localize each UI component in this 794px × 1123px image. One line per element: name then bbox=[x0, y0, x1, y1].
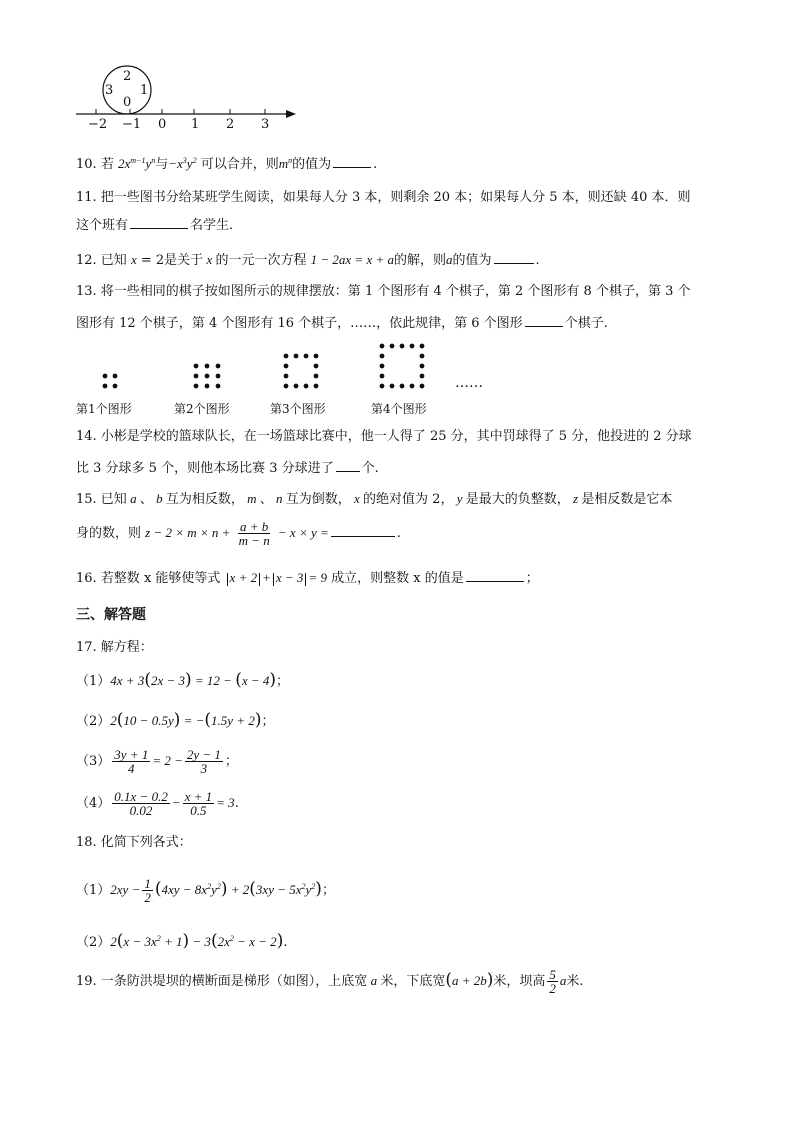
q15-text: 、 bbox=[139, 492, 153, 507]
q11-line2: 这个班有 bbox=[76, 218, 129, 233]
circle-label-left: 3 bbox=[105, 83, 114, 98]
q15-text: 互为倒数， bbox=[285, 492, 351, 507]
figure-caption: 第3个图形 bbox=[270, 402, 326, 416]
q16-text: 16. 若整数 x 能够使等式 bbox=[76, 571, 221, 586]
figure-caption: 第2个图形 bbox=[174, 402, 230, 416]
q19-text: 米，坝高 bbox=[493, 974, 546, 989]
q17-part3: （3） $\frac{3y + 1}{4}$ = 2 − $\frac{2y - 1}{3}$ ； bbox=[76, 747, 238, 776]
q12-text: 的值为 bbox=[452, 253, 492, 268]
q13-line1: 13. 将一些相同的棋子按如图所示的规律摆放：第 1 个图形有 4 个棋子，第 2 个图形有 8 个棋子，第 3 个 bbox=[76, 284, 691, 299]
figure-3 bbox=[284, 354, 319, 389]
q12-text: 12. 已知 bbox=[76, 253, 127, 268]
q15-text: 的绝对值为 2， bbox=[363, 492, 454, 507]
part-label: （2） bbox=[76, 714, 111, 729]
q15-var: n bbox=[272, 491, 286, 506]
q18-part2: $(2)2(x - 3x^2 + 1) - 3(2x^2 - x - 2)$. bbox=[76, 931, 288, 951]
question-19: 19. 一条防洪堤坝的横断面是梯形（如图），上底宽 a 米，下底宽(a + 2b)米，坝高 $\frac{5}{2}$ a米. bbox=[76, 967, 584, 996]
circle-label-right: 1 bbox=[140, 83, 149, 98]
tick-label: 3 bbox=[261, 117, 270, 132]
chess-pattern-figures bbox=[95, 340, 495, 395]
q15-text: 15. 已知 bbox=[76, 492, 127, 507]
q15-expression-end: − x × y = bbox=[277, 525, 329, 540]
part-label: （1） bbox=[76, 883, 111, 898]
q12-text: . bbox=[535, 253, 540, 268]
q10-text: 若 bbox=[100, 157, 114, 172]
q12-var: x bbox=[203, 252, 216, 267]
question-16 bbox=[76, 570, 716, 586]
q15-text: 互为相反数， bbox=[165, 492, 244, 507]
q15-var: b bbox=[152, 491, 166, 506]
answer-blank[interactable] bbox=[331, 525, 395, 537]
answer-blank[interactable] bbox=[466, 570, 524, 582]
answer-blank[interactable] bbox=[494, 252, 534, 264]
tick-label: −2 bbox=[88, 117, 108, 132]
q10-text: 与 bbox=[155, 157, 169, 172]
q10-text: 的值为 bbox=[292, 157, 332, 172]
q10-term1: $2x^{m-1}y^n$ bbox=[117, 156, 156, 171]
q19-text: 19. 一条防洪堤坝的横断面是梯形（如图），上底宽 bbox=[76, 974, 368, 989]
tick-label: 1 bbox=[191, 117, 200, 132]
answer-blank[interactable] bbox=[525, 315, 563, 327]
q16-text: ； bbox=[525, 571, 539, 586]
q16-equation: x + 2 + x − 3 = 9 bbox=[225, 570, 327, 585]
q15-fraction: $\frac{a + b}{m - n}$ bbox=[238, 519, 270, 548]
question-15-line2: 身的数，则 z − 2 × m × n + $\frac{a + b}{m - n}$ − x × y = . bbox=[76, 519, 401, 548]
circle-label-top: 2 bbox=[123, 69, 132, 84]
q15-text: 是最大的负整数， bbox=[465, 492, 570, 507]
q15-text: 是相反数是它本 bbox=[581, 492, 673, 507]
q15-var: a bbox=[126, 491, 140, 506]
q12-text: 是关于 bbox=[164, 253, 204, 268]
q12-var: a bbox=[446, 252, 453, 267]
q16-text: 成立，则整数 x 的值是 bbox=[331, 571, 464, 586]
question-18-title: 18. 化简下列各式： bbox=[76, 835, 192, 850]
circle-label-bottom: 0 bbox=[123, 95, 132, 110]
figures-ellipsis: …… bbox=[455, 375, 483, 391]
answer-blank[interactable] bbox=[130, 217, 188, 229]
q17-part1: （1）4x + 3(2x − 3) = 12 − (x − 4)； bbox=[76, 670, 290, 690]
question-10 bbox=[76, 153, 716, 172]
q11-line2-end: 名学生． bbox=[190, 218, 243, 233]
question-11 bbox=[76, 190, 716, 233]
q19-text: 米，下底宽 bbox=[380, 974, 446, 989]
figure-1 bbox=[103, 374, 118, 389]
q13-line2-end: 个棋子. bbox=[564, 316, 608, 331]
q10-text: 可以合并，则 bbox=[200, 157, 279, 172]
q12-text: 的解，则 bbox=[393, 253, 446, 268]
part-label: （4） bbox=[76, 796, 111, 811]
part-label: （1） bbox=[76, 674, 111, 689]
q15-var: z bbox=[569, 491, 582, 506]
q15-expression: z − 2 × m × n + bbox=[145, 525, 231, 540]
question-13 bbox=[76, 284, 716, 331]
section-heading: 三、解答题 bbox=[76, 607, 146, 623]
q10-term2: $-x^3y^2$ bbox=[168, 156, 197, 171]
answer-blank[interactable] bbox=[336, 460, 360, 472]
tick-label: 2 bbox=[226, 117, 235, 132]
q17-part4: （4） $\frac{0.1x - 0.2}{0.02}$ − $\frac{x + 1}{0.5}$ = 3. bbox=[76, 789, 239, 818]
figure-caption: 第4个图形 bbox=[371, 402, 427, 416]
figure-caption: 第1个图形 bbox=[76, 402, 132, 416]
answer-blank[interactable] bbox=[333, 156, 371, 168]
q15-text: 、 bbox=[259, 492, 273, 507]
tick-label: 0 bbox=[158, 117, 167, 132]
question-15 bbox=[76, 491, 716, 507]
q13-line2: 图形有 12 个棋子，第 4 个图形有 16 个棋子，……，依此规律，第 6 个图形 bbox=[76, 316, 523, 331]
q12-equation: 1 − 2ax = x + a bbox=[310, 252, 394, 267]
q12-eq: x bbox=[130, 252, 137, 267]
q14-line1: 14. 小彬是学校的篮球队长，在一场篮球比赛中，他一人得了 25 分，其中罚球得了 5 分，他投进的 2 分球 bbox=[76, 429, 692, 444]
q14-line2: 比 3 分球多 5 个，则他本场比赛 3 分球进了 bbox=[76, 461, 334, 476]
q10-expr: $m^n$ bbox=[278, 156, 293, 171]
q14-line2-end: 个. bbox=[361, 461, 379, 476]
question-17-title: 17. 解方程： bbox=[76, 640, 153, 655]
part-label: （2） bbox=[76, 935, 111, 950]
q19-text: 米. bbox=[566, 974, 584, 989]
tick-label: −1 bbox=[122, 117, 142, 132]
question-14 bbox=[76, 429, 716, 476]
q12-text: 的一元一次方程 bbox=[215, 253, 307, 268]
figure-4 bbox=[380, 344, 425, 389]
q15-var: y bbox=[453, 491, 466, 506]
q11-line1: 11. 把一些图书分给某班学生阅读，如果每人分 3 本，则剩余 20 本；如果每人分 5 本，则还缺 40 本．则 bbox=[76, 190, 691, 205]
q15-var: m bbox=[243, 491, 260, 506]
q15-line2: 身的数，则 bbox=[76, 526, 142, 541]
q18-part1: （1）2xy − $\frac{1}{2}$ $(4xy - 8x^2y^2) + 2(3xy - 5x^2y^2)$； bbox=[76, 876, 335, 905]
q17-part2: （2）2(10 − 0.5y) = −(1.5y + 2)； bbox=[76, 710, 275, 730]
figure-2 bbox=[194, 364, 221, 389]
question-12: 12. 已知 x = 2是关于 x 的一元一次方程 1 − 2ax = x + a的解，则a的值为 . bbox=[76, 252, 540, 268]
q10-text: . bbox=[373, 157, 378, 172]
q10-number: 10. bbox=[76, 157, 97, 172]
q15-var: x bbox=[350, 491, 364, 506]
part-label: （3） bbox=[76, 754, 111, 769]
